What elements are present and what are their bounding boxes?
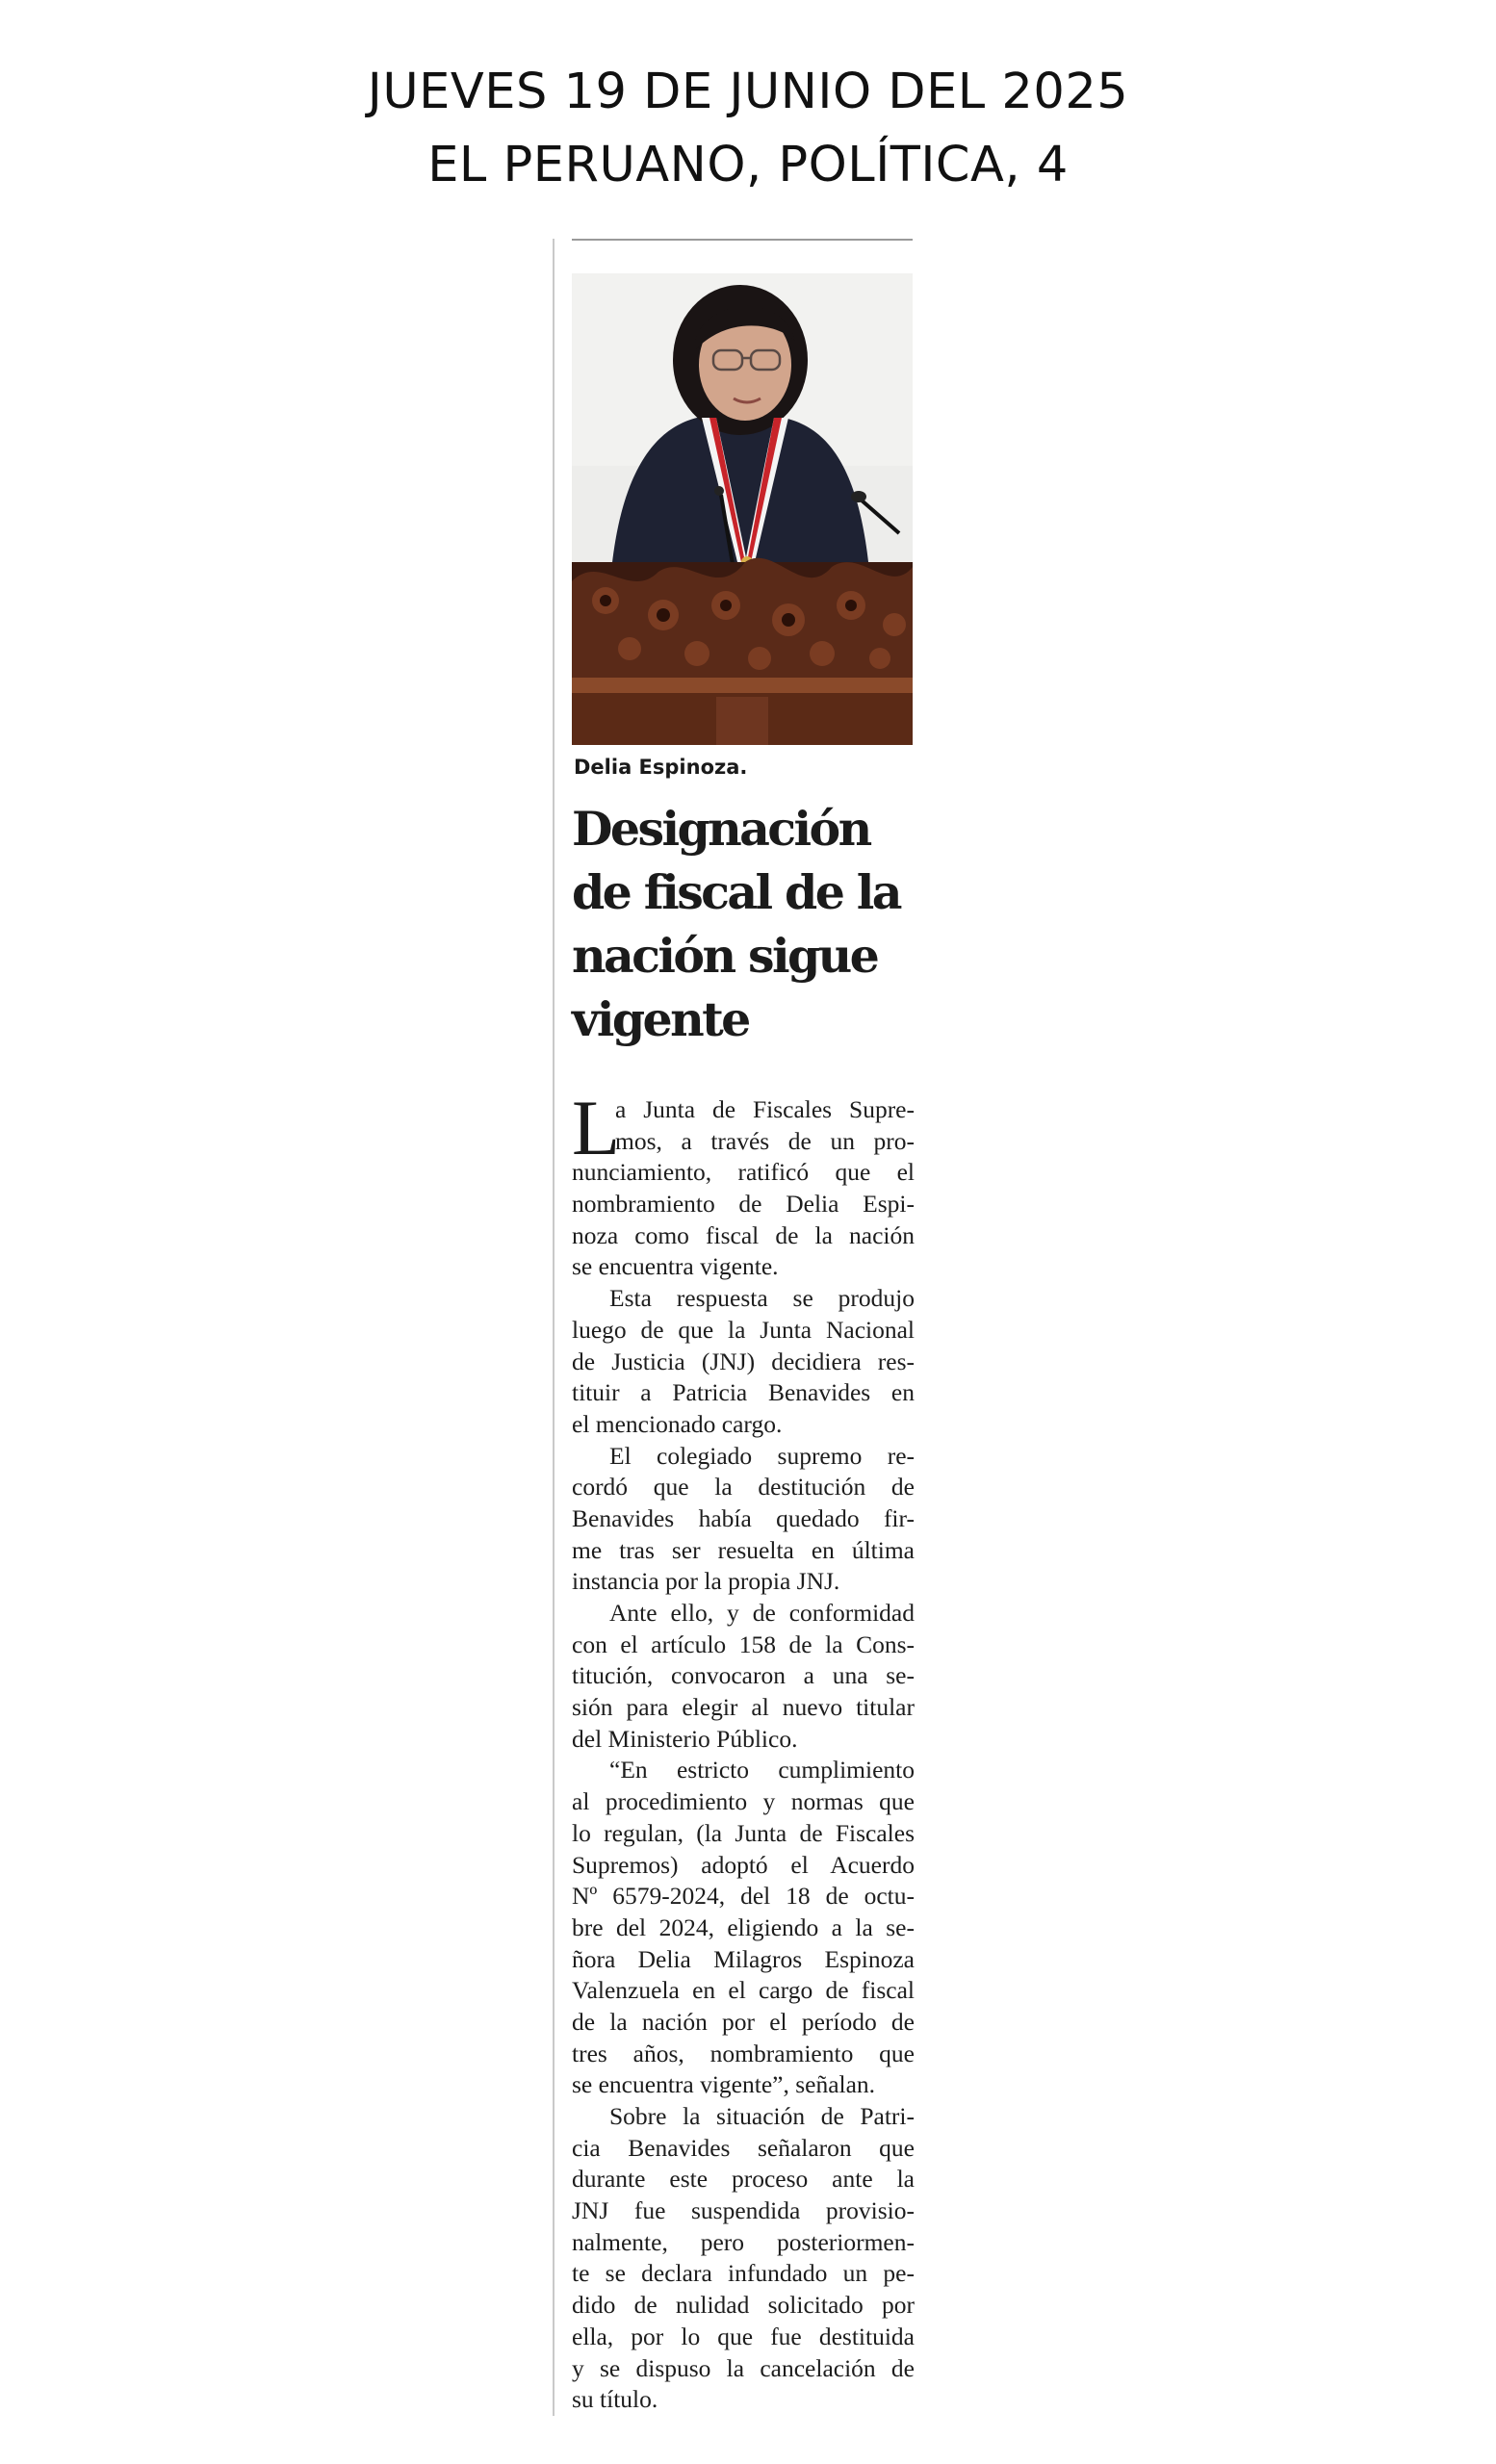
body-line: nombramiento de Delia Espi- [572,1190,915,1219]
body-line: y se dispuso la cancelación de [572,2353,915,2382]
photo-caption: Delia Espinoza. [574,756,748,779]
body-line: JNJ fue suspendida provisio- [572,2196,915,2225]
headline-line: nación sigue [572,928,878,984]
body-line: Supremos) adoptó el Acuerdo [572,1850,915,1879]
body-line: Esta respuesta se produjo [609,1284,915,1313]
headline-line: Designación [572,801,870,857]
body-line: durante este proceso ante la [572,2165,915,2194]
clipping-header [0,56,1496,202]
body-line: Nº 6579-2024, del 18 de octu- [572,1882,915,1911]
body-line: nalmente, pero posteriormen- [572,2227,915,2256]
body-line: luego de que la Junta Nacional [572,1315,915,1344]
body-line: ñora Delia Milagros Espinoza [572,1944,915,1973]
body-line: tituir a Patricia Benavides en [572,1378,915,1407]
body-line: Benavides había quedado fir- [572,1503,915,1532]
body-line: El colegiado supremo re- [609,1441,915,1470]
body-line: Sobre la situación de Patri- [609,2102,915,2130]
column-divider [553,239,555,2416]
drop-cap: L [572,1084,621,1171]
body-line: noza como fiscal de la nación [572,1220,915,1249]
body-line: de Justicia (JNJ) decidiera res- [572,1347,915,1375]
body-line: dido de nulidad solicitado por [572,2291,915,2320]
body-line: Ante ello, y de conformidad [609,1599,915,1627]
body-line: del Ministerio Público. [572,1724,798,1753]
body-line: Valenzuela en el cargo de fiscal [572,1976,915,2005]
publication-date: JUEVES 19 DE JUNIO DEL 2025 [367,64,1129,120]
body-line: cia Benavides señalaron que [572,2133,915,2162]
body-line: con el artículo 158 de la Cons- [572,1630,915,1658]
body-line: ella, por lo que fue destituida [572,2322,915,2350]
body-line: a Junta de Fiscales Supre- [615,1095,915,1123]
body-line: se encuentra vigente. [572,1252,779,1281]
body-line: de la nación por el período de [572,2007,915,2036]
headline-line: vigente [572,991,749,1047]
headline-line: de fiscal de la [572,864,900,920]
body-line: te se declara infundado un pe- [572,2259,915,2288]
body-line: instancia por la propia JNJ. [572,1567,840,1596]
column-top-rule [572,239,913,241]
body-line: lo regulan, (la Junta de Fiscales [572,1818,915,1847]
body-line: “En estricto cumplimiento [609,1756,915,1784]
body-line: titución, convocaron a una se- [572,1661,915,1690]
body-line: bre del 2024, eligiendo a la se- [572,1912,915,1941]
body-line: mos, a través de un pro- [615,1126,915,1155]
body-line: sión para elegir al nuevo titular [572,1693,915,1722]
body-line: su título. [572,2385,658,2414]
body-line: el mencionado cargo. [572,1409,783,1438]
article-photo [572,273,913,745]
body-line: cordó que la destitución de [572,1473,915,1502]
article-body [572,1084,915,2416]
body-line: se encuentra vigente”, señalan. [572,2070,876,2099]
publication-source: EL PERUANO, POLÍTICA, 4 [427,137,1069,193]
body-line: me tras ser resuelta en última [572,1535,915,1564]
body-line: tres años, nombramiento que [572,2039,915,2067]
article-headline [572,797,928,1051]
body-line: al procedimiento y normas que [572,1787,915,1816]
body-line: nunciamiento, ratificó que el [572,1158,915,1187]
